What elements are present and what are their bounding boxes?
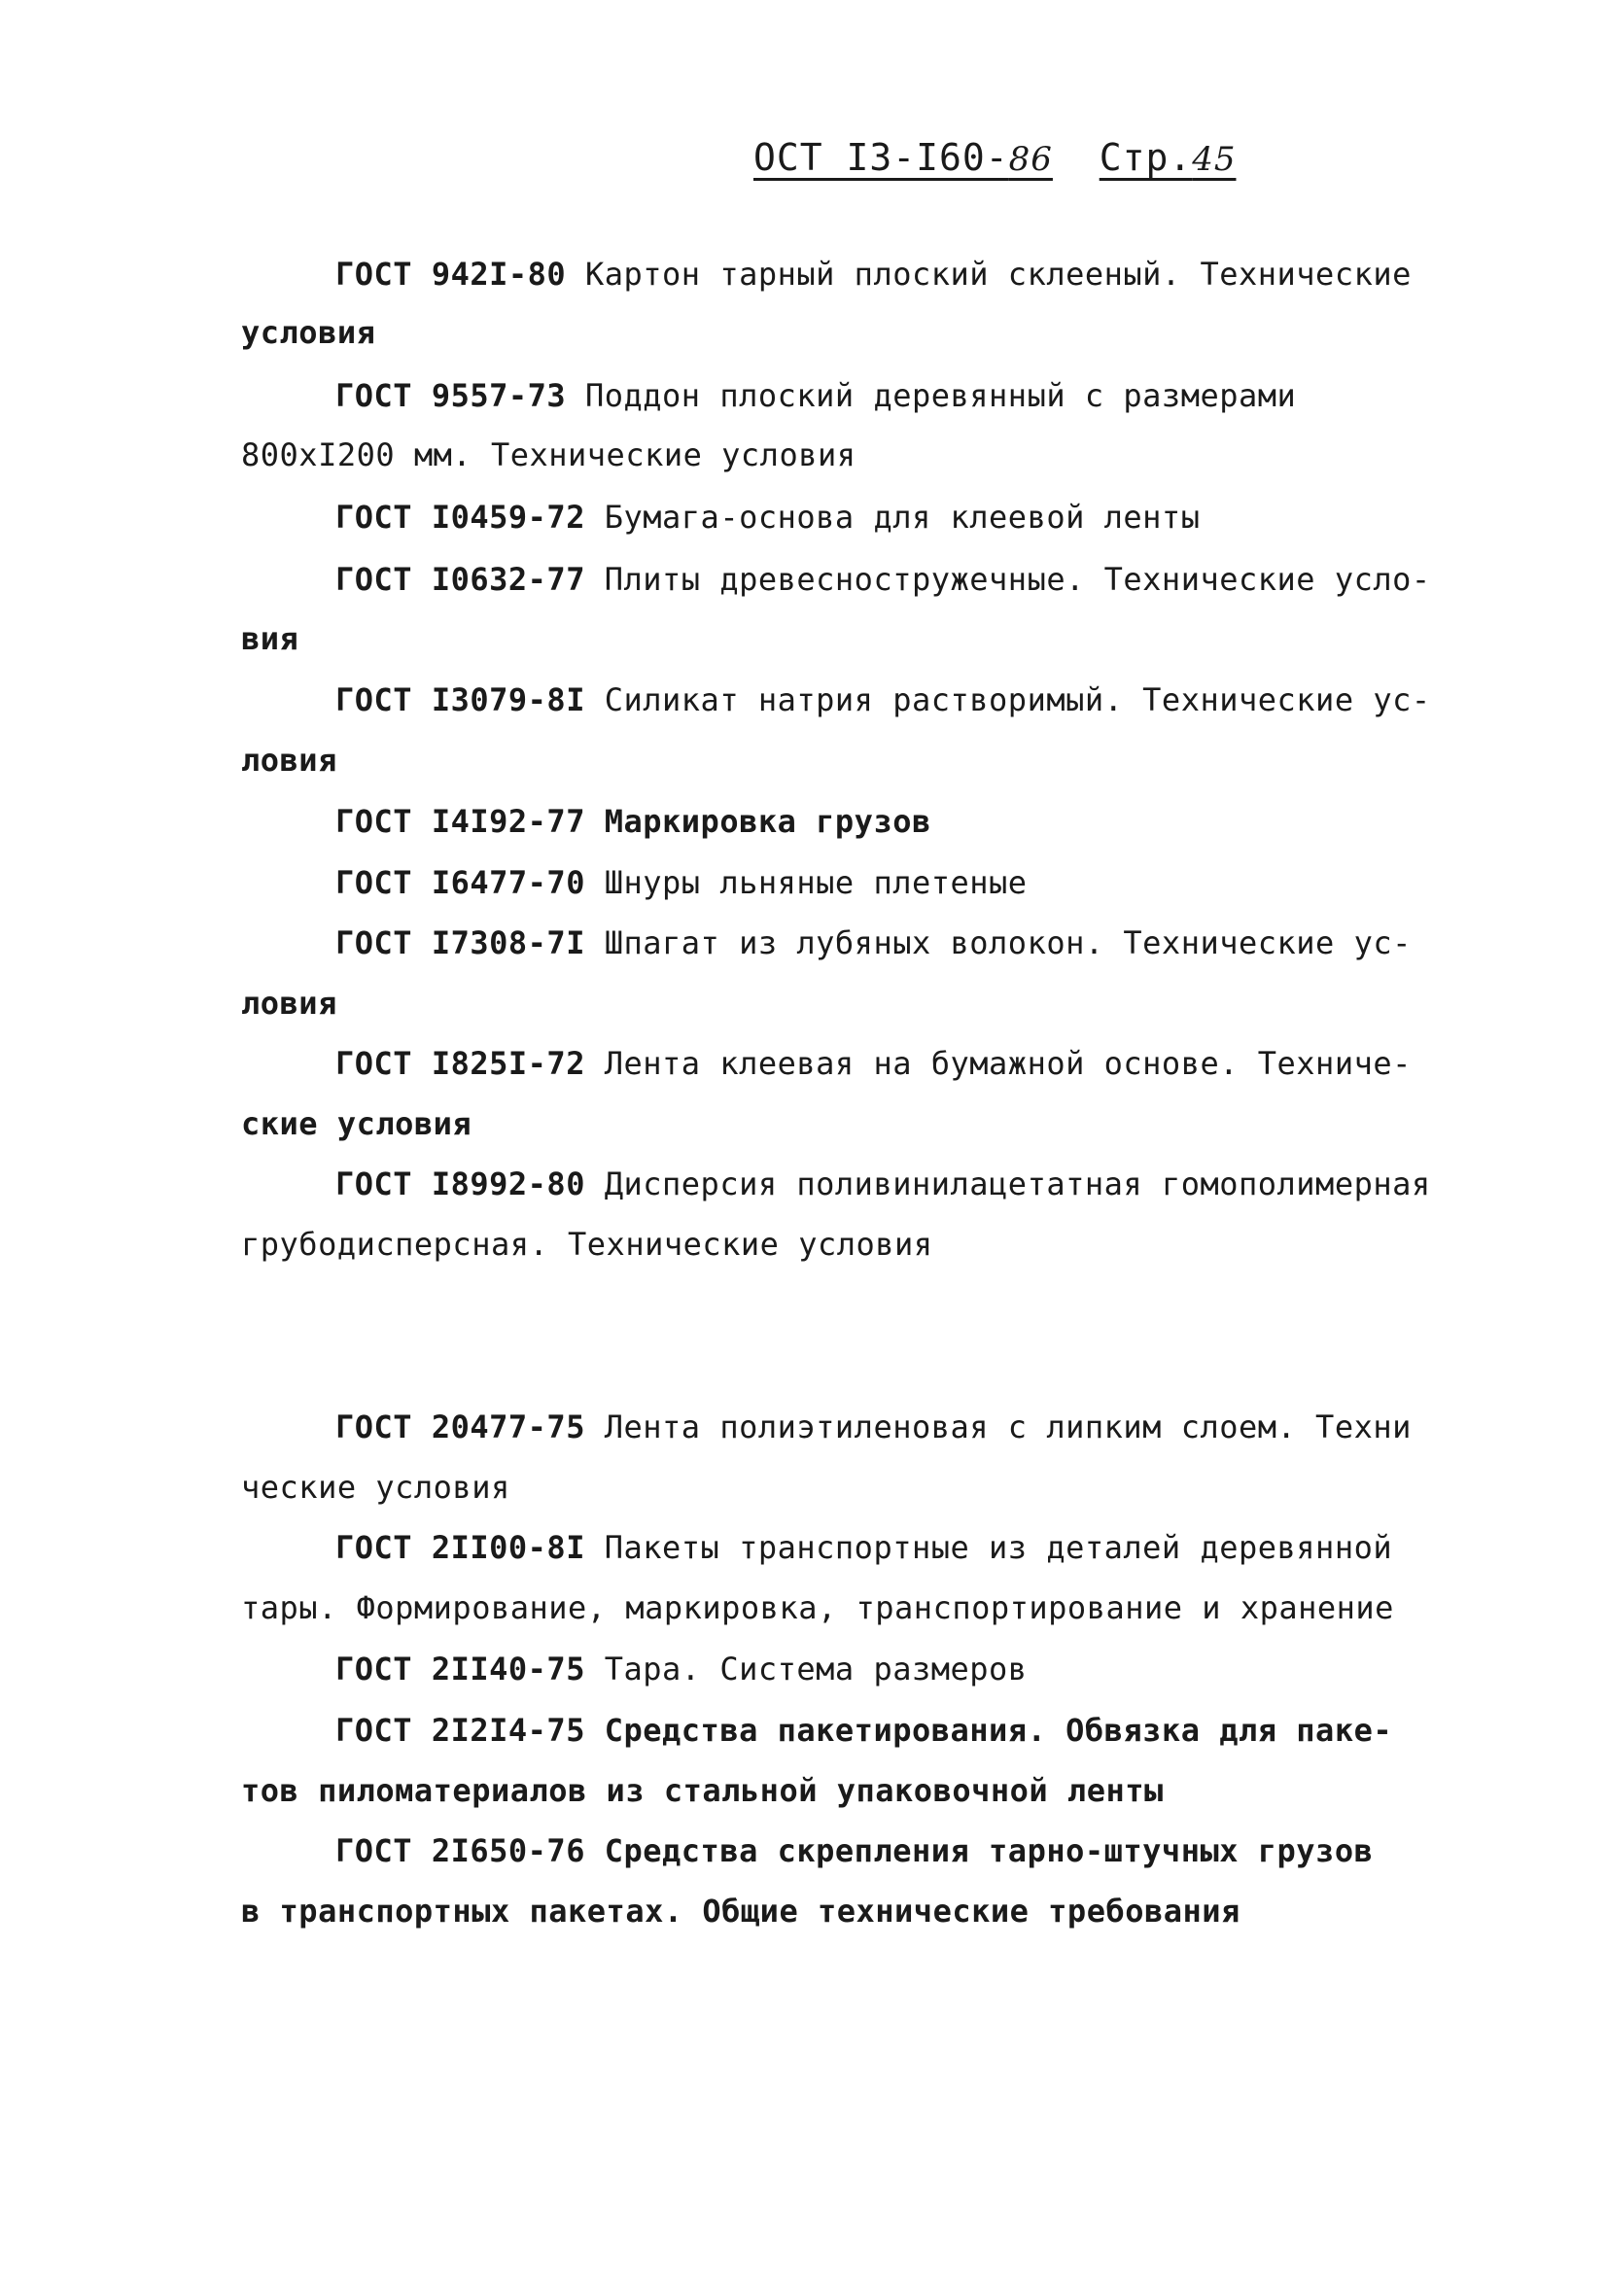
standard-entry	[335, 1711, 1392, 1750]
standard-entry	[335, 680, 1431, 719]
standard-title: Тара. Система размеров	[604, 1651, 1028, 1687]
standard-title-continuation: условия	[241, 314, 376, 351]
standard-title-continuation: ские условия	[241, 1105, 472, 1142]
standard-code: ГОСТ 942I-80	[335, 256, 567, 293]
standard-title-continuation: ческие условия	[241, 1469, 510, 1506]
standard-title: Лента полиэтиленовая с липким слоем. Техни	[604, 1409, 1412, 1445]
standard-code: ГОСТ I0459-72	[335, 499, 585, 536]
standard-code: ГОСТ 2II00-8I	[335, 1529, 585, 1566]
standard-title-continuation: вия	[241, 620, 299, 657]
page-number: 45	[1192, 140, 1237, 179]
standard-title: Плиты древесностружечные. Технические усло-	[604, 561, 1431, 598]
standard-title-continuation: тов пиломатериалов из стальной упаковочной ленты	[241, 1772, 1164, 1809]
standard-code: ГОСТ 2I2I4-75	[335, 1712, 585, 1749]
standard-title: Маркировка грузов	[604, 803, 931, 840]
standard-title-continuation: грубодисперсная. Технические условия	[241, 1226, 933, 1263]
standard-entry	[335, 1165, 1431, 1203]
standard-title-continuation: 800хI200 мм. Технические условия	[241, 436, 856, 473]
standard-entry	[335, 802, 931, 841]
document-year: 86	[1008, 140, 1053, 179]
standard-entry	[335, 1408, 1412, 1446]
standard-code: ГОСТ I6477-70	[335, 864, 585, 901]
standard-entry	[335, 1831, 1373, 1870]
standard-code: ГОСТ I4I92-77	[335, 803, 585, 840]
standard-title: Дисперсия поливинилацетатная гомополимерная	[604, 1165, 1431, 1202]
standard-title-continuation: ловия	[241, 742, 337, 779]
standard-title: Пакеты транспортные из деталей деревянной	[604, 1529, 1393, 1566]
standard-title-continuation: ловия	[241, 985, 337, 1022]
standard-code: ГОСТ I7308-7I	[335, 924, 585, 961]
document-number: ОСТ I3-I60-	[753, 136, 1009, 179]
standard-title: Средства скрепления тарно-штучных грузов	[604, 1832, 1374, 1869]
standard-entry	[335, 498, 1200, 537]
standard-entry	[335, 255, 1412, 294]
standard-code: ГОСТ I8992-80	[335, 1165, 585, 1202]
standard-code: ГОСТ I3079-8I	[335, 681, 585, 718]
standard-title-continuation: тары. Формирование, маркировка, транспортирование и хранение	[241, 1589, 1394, 1626]
standard-entry	[335, 376, 1296, 415]
standard-code: ГОСТ I0632-77	[335, 561, 585, 598]
standard-entry	[335, 1650, 1028, 1688]
standard-title-continuation: в транспортных пакетах. Общие технические требования	[241, 1893, 1240, 1930]
standard-code: ГОСТ 20477-75	[335, 1409, 585, 1445]
standard-entry	[335, 1044, 1412, 1083]
standard-entry	[335, 863, 1028, 902]
standard-title: Поддон плоский деревянный с размерами	[584, 377, 1297, 414]
page-header	[753, 136, 1236, 179]
page-label: Стр.	[1099, 136, 1193, 179]
standard-entry	[335, 923, 1412, 962]
standard-code: ГОСТ 2II40-75	[335, 1651, 585, 1687]
standard-title: Средства пакетирования. Обвязка для паке-	[604, 1712, 1393, 1749]
standard-title: Бумага-основа для клеевой ленты	[604, 499, 1201, 536]
standard-title: Картон тарный плоский склееный. Технические	[584, 256, 1412, 293]
standard-title: Лента клеевая на бумажной основе. Техниче-	[604, 1045, 1412, 1082]
standard-code: ГОСТ 2I650-76	[335, 1832, 585, 1869]
standard-code: ГОСТ I825I-72	[335, 1045, 585, 1082]
standard-title: Силикат натрия растворимый. Технические ус-	[604, 681, 1431, 718]
standard-entry	[335, 1528, 1392, 1567]
standard-entry	[335, 560, 1431, 599]
standard-title: Шпагат из лубяных волокон. Технические ус-	[604, 924, 1412, 961]
standard-title: Шнуры льняные плетеные	[604, 864, 1028, 901]
standard-code: ГОСТ 9557-73	[335, 377, 567, 414]
